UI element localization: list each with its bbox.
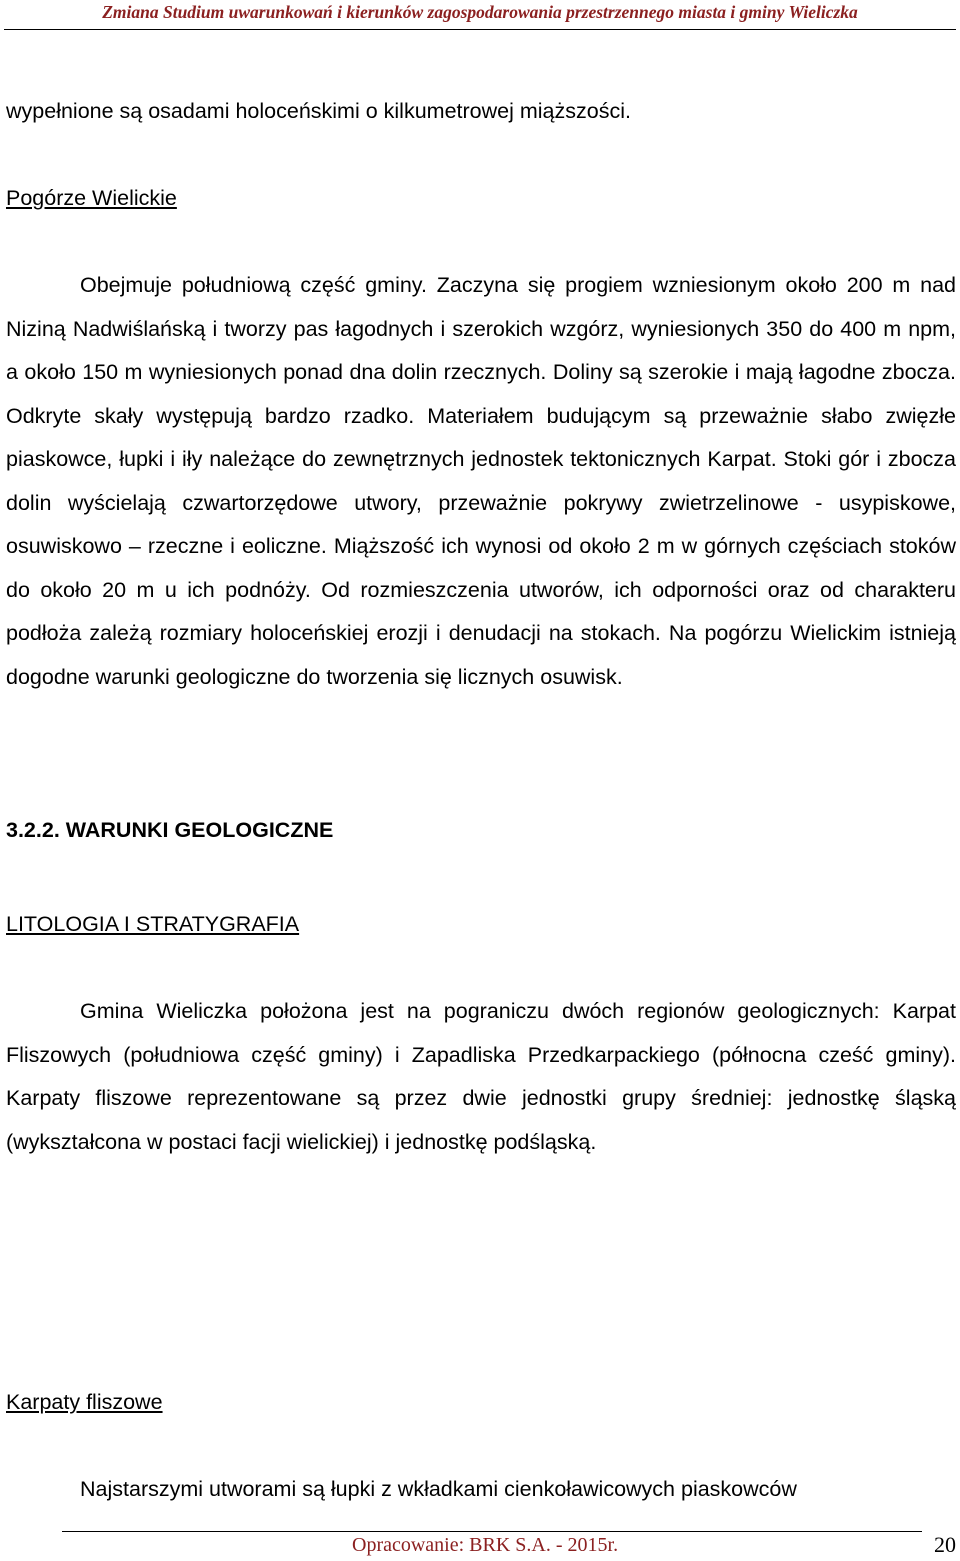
page-number: 20 <box>934 1532 956 1557</box>
intro-line: wypełnione są osadami holoceńskimi o kilkumetrowej miąższości. <box>6 99 631 123</box>
subheading-karpaty-fliszowe: Karpaty fliszowe <box>6 1390 163 1414</box>
section-heading: 3.2.2. WARUNKI GEOLOGICZNE <box>6 818 334 842</box>
running-header: Zmiana Studium uwarunkowań i kierunków zagospodarowania przestrzennego miasta i gminy Wieliczka <box>102 2 858 22</box>
header-divider <box>4 29 956 30</box>
footer-credit: Opracowanie: BRK S.A. - 2015r. <box>352 1534 619 1556</box>
paragraph-karpaty-fliszowe: Najstarszymi utworami są łupki z wkładkami cienkoławicowych piaskowców <box>80 1477 797 1501</box>
subheading-pogorze-wielickie: Pogórze Wielickie <box>6 186 177 210</box>
paragraph-pogorze-wielickie: Obejmuje południową część gminy. Zaczyna się progiem wzniesionym około 200 m nad Niziną Nadwiślańską i tworzy pas łagodnych i szerokich wzgórz, wyniesionych 350 do 400 m npm, a około 150 m wyniesionych ponad dna dolin rzecznych. Doliny są szerokie i mają łagodne zbocza. Odkryte skały występują bardzo rzadko. Materiałem budującym są przeważnie słabo zwięzłe piaskowce, łupki i iły należące do zewnętrznych jednostek tektonicznych Karpat. Stoki gór i zbocza dolin wyścielają czwartorzędowe utwory, przeważnie pokrywy zwietrzelinowe - usypiskowe, osuwiskowo – rzeczne i eoliczne. Miąższość ich wynosi od około 2 m w górnych częściach stoków do około 20 m u ich podnóży. Od rozmieszczenia utworów, ich odporności oraz od charakteru podłoża zależą rozmiary holoceńskiej erozji i denudacji na stokach. Na pogórzu Wielickim istnieją dogodne warunki geologiczne do tworzenia się licznych osuwisk. <box>6 273 956 689</box>
footer-divider <box>62 1531 922 1532</box>
subheading-litologia: LITOLOGIA I STRATYGRAFIA <box>6 912 300 936</box>
paragraph-litologia: Gmina Wieliczka położona jest na pograniczu dwóch regionów geologicznych: Karpat Fliszowych (południowa część gminy) i Zapadliska Przedkarpackiego (północna cześć gminy). Karpaty fliszowe reprezentowane są przez dwie jednostki grupy średniej: jednostkę śląską (wykształcona w postaci facji wielickiej) i jednostkę podśląską. <box>6 999 956 1154</box>
